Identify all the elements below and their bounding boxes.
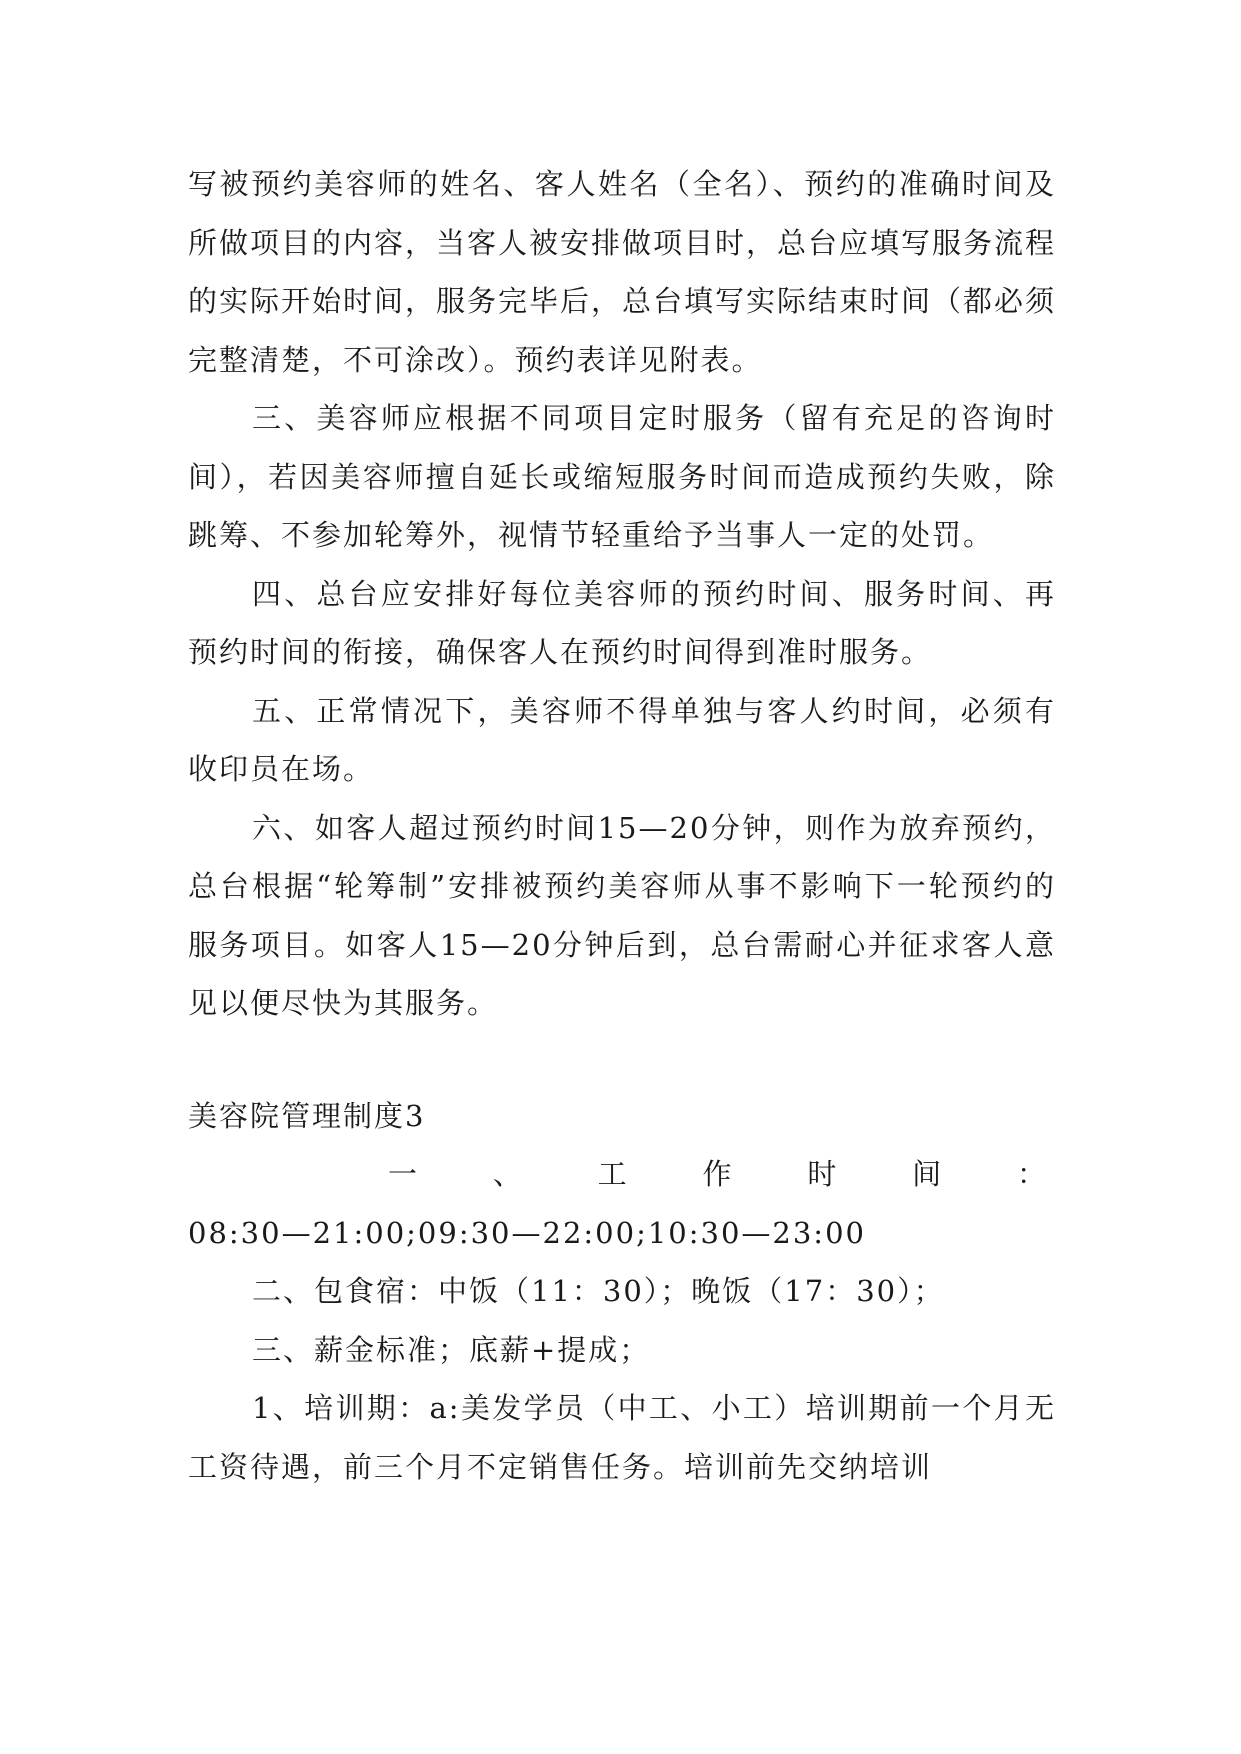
work-time-label-char: 工 [597,1157,627,1191]
paragraph-rule-6: 六、如客人超过预约时间15—20分钟，则作为放弃预约，总台根据“轮筹制”安排被预约美容师从事不影响下一轮预约的服务项目。如客人15—20分钟后到，总台需耐心并征求客人意见以便尽快为其服务。 [188,810,1056,1020]
section-title: 美容院管理制度3 [188,1098,426,1133]
work-time-label [188,1145,1056,1204]
paragraph-appointment-record: 写被预约美容师的姓名、客人姓名（全名）、预约的准确时间及所做项目的内容，当客人被安排做项目时，总台应填写服务流程的实际开始时间，服务完毕后，总台填写实际结束时间（都必须完整清楚，不可涂改）。预约表详见附表。 [188,167,1057,377]
paragraph-rule-4: 四、总台应安排好每位美容师的预约时间、服务时间、再预约时间的衔接，确保客人在预约时间得到准时服务。 [188,576,1056,669]
paragraph-rule-3: 三、美容师应根据不同项目定时服务（留有充足的咨询时间），若因美容师擅自延长或缩短服务时间而造成预约失败，除跳筹、不参加轮筹外，视情节轻重给予当事人一定的处罚。 [188,401,1056,552]
paragraph-training: 1、培训期：a:美发学员（中工、小工）培训期前一个月无工资待遇，前三个月不定销售任务。培训前先交纳培训 [188,1391,1056,1484]
work-time-label-char: 作 [702,1157,732,1191]
work-time-label-char: 时 [807,1157,837,1191]
work-time-label-char: 一 [388,1157,418,1191]
paragraph-rule-5: 五、正常情况下，美容师不得单独与客人约时间，必须有收印员在场。 [188,693,1056,786]
work-time-label-char: ： [1016,1157,1046,1191]
work-time-label-char: 间 [912,1157,942,1191]
work-time-value: 08:30—21:00;09:30—22:00;10:30—23:00 [188,1215,866,1250]
work-time-label-char: 、 [492,1157,522,1191]
paragraph-salary: 三、薪金标准；底薪+提成； [252,1332,651,1367]
section-3 [188,1087,1056,1497]
document-body [188,155,1056,1496]
paragraph-meals: 二、包食宿：中饭（11：30）；晚饭（17：30）； [252,1274,945,1308]
